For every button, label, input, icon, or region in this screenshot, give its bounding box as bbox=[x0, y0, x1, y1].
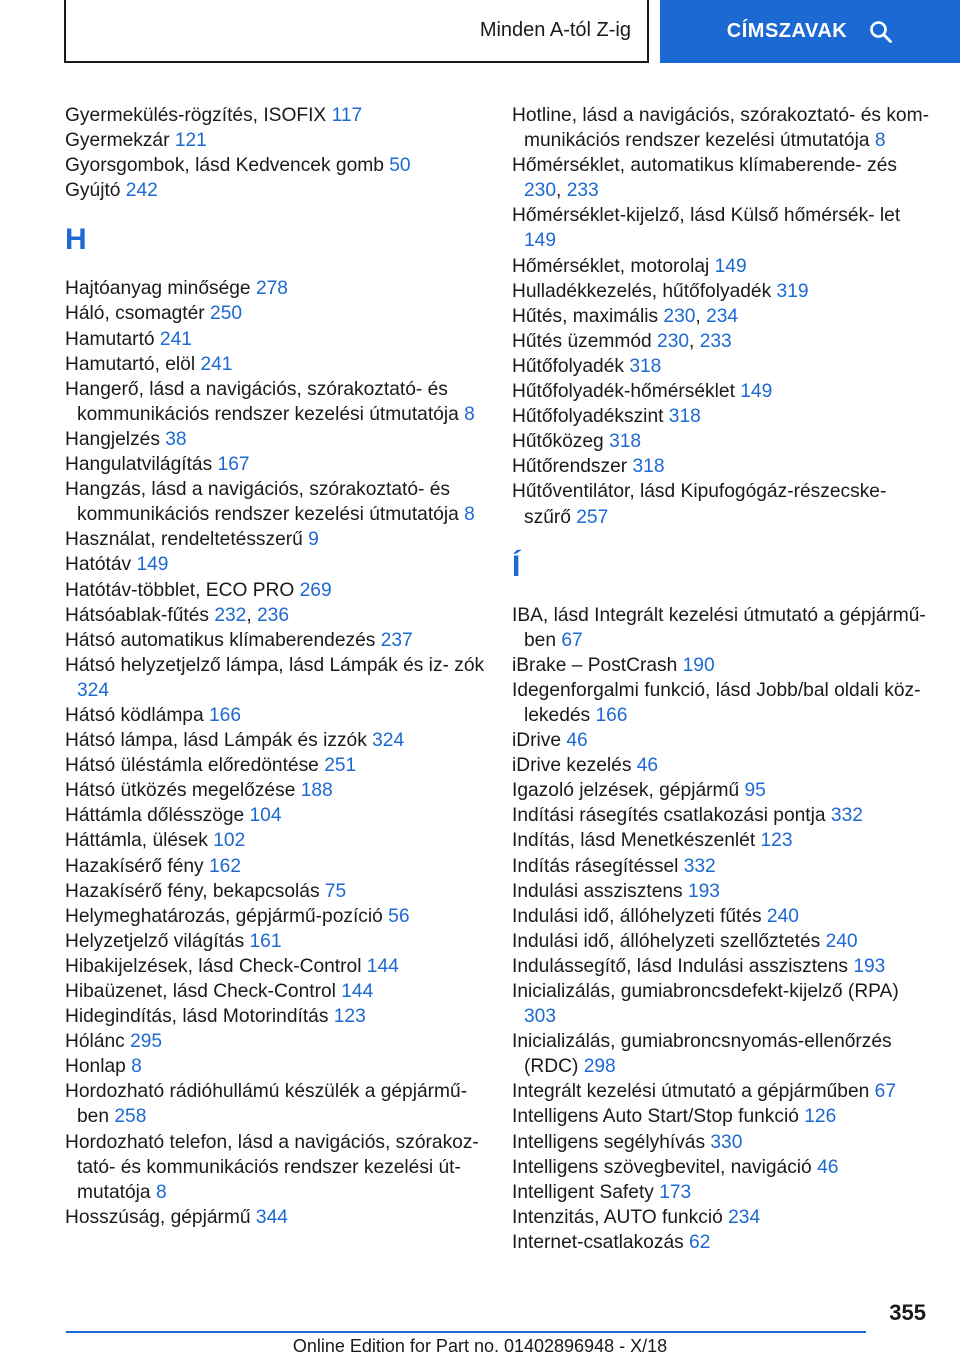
index-entry bbox=[65, 1054, 485, 1079]
index-entry bbox=[65, 1029, 485, 1054]
index-entry bbox=[512, 1155, 932, 1180]
index-entry-term: Indítás, lásd Menetkészenlét bbox=[512, 830, 761, 852]
index-entry-term: Hibakijelzések, lásd Check-Control bbox=[65, 955, 367, 977]
index-entry-term: Helyzetjelző világítás bbox=[65, 930, 250, 952]
page-reference-link[interactable]: 56 bbox=[388, 905, 410, 927]
index-entry-term: Helymeghatározás, gépjármű-pozíció bbox=[65, 905, 389, 927]
index-entry-term: Indulási idő, állóhelyzeti fűtés bbox=[512, 905, 767, 927]
index-entry bbox=[65, 1205, 485, 1230]
section-title: Minden A-tól Z-ig bbox=[479, 19, 631, 41]
page-reference-link[interactable]: 230 bbox=[524, 180, 557, 202]
index-entry-term: Hűtés üzemmód bbox=[512, 330, 658, 352]
index-entry bbox=[65, 803, 485, 828]
index-entry bbox=[512, 954, 932, 979]
index-entry-term: Hőmérséklet, motorolaj bbox=[512, 255, 715, 277]
index-entry-term: Hátsó üléstámla előredöntése bbox=[65, 755, 325, 777]
page-reference-link[interactable]: 269 bbox=[299, 579, 332, 601]
page-reference-link[interactable]: 62 bbox=[689, 1231, 711, 1253]
index-entry-term: Indulási asszisztens bbox=[512, 880, 688, 902]
index-entry-term: Hatótáv bbox=[65, 554, 137, 576]
page-reference-link[interactable]: 162 bbox=[208, 855, 241, 877]
page-reference-link[interactable]: 166 bbox=[595, 704, 628, 726]
index-entry-term: Indulási idő, állóhelyzeti szellőztetés bbox=[512, 930, 826, 952]
page-reference-link[interactable]: 8 bbox=[874, 130, 886, 152]
page-reference-link[interactable]: 190 bbox=[682, 654, 715, 676]
page-reference-link[interactable]: 95 bbox=[744, 780, 766, 802]
index-entry bbox=[512, 1180, 932, 1205]
page-reference-link[interactable]: 166 bbox=[208, 704, 241, 726]
index-entry-term: Inicializálás, gumiabroncsnyomás-ellenőrzés (RDC) bbox=[512, 1031, 892, 1078]
index-entry: Hőmérséklet, automatikus klímaberende‐ zés 230, 233 bbox=[512, 155, 897, 202]
index-entry-term: Hűtőventilátor, lásd Kipufogógáz-részecske‐ szűrő bbox=[512, 481, 887, 528]
page-reference-link[interactable]: 149 bbox=[524, 230, 557, 252]
page-reference-link[interactable]: 149 bbox=[136, 554, 169, 576]
index-entry bbox=[65, 352, 485, 377]
index-entry bbox=[512, 1230, 932, 1255]
index-entry-term: Inicializálás, gumiabroncsdefekt-kijelző (RPA) bbox=[512, 981, 899, 1002]
page-reference-link[interactable]: 188 bbox=[300, 780, 333, 802]
index-entry-term: Hűtőfolyadék-hőmérséklet bbox=[512, 381, 741, 403]
index-entry bbox=[65, 452, 485, 477]
index-entry-term: Hűtés, maximális bbox=[512, 305, 664, 327]
page-reference-link[interactable]: 121 bbox=[174, 130, 207, 152]
index-entry bbox=[65, 103, 485, 128]
index-entry bbox=[512, 1130, 932, 1155]
page-reference-link[interactable]: 240 bbox=[825, 930, 858, 952]
page-reference-link[interactable]: 233 bbox=[699, 330, 732, 352]
index-entry-term: Integrált kezelési útmutató a gépjárműben bbox=[512, 1081, 875, 1103]
page-reference-link[interactable]: 258 bbox=[114, 1106, 147, 1128]
page-reference-link[interactable]: 319 bbox=[776, 280, 809, 302]
index-entry: Hűtés, maximális 230, 234 bbox=[512, 305, 739, 327]
index-entry-term: Hátsó ütközés megelőzése bbox=[65, 780, 301, 802]
index-entry-term: Hátsó helyzetjelző lámpa, lásd Lámpák és iz‐ zók bbox=[65, 654, 485, 676]
keywords-tab[interactable] bbox=[660, 0, 960, 63]
index-entry-term: Háló, csomagtér bbox=[65, 303, 211, 325]
index-entry-term: Hamutartó, elöl bbox=[65, 353, 201, 375]
index-entry-term: Intelligens szövegbevitel, navigáció bbox=[512, 1156, 818, 1178]
index-entry-term: Háttámla, ülések bbox=[65, 830, 214, 852]
index-entry bbox=[512, 979, 932, 1029]
index-entry bbox=[512, 929, 932, 954]
index-entry bbox=[65, 828, 485, 853]
page-reference-link[interactable]: 240 bbox=[766, 905, 799, 927]
page-reference-link[interactable]: 102 bbox=[213, 830, 246, 852]
index-entry bbox=[65, 979, 485, 1004]
index-entry-term: Hotline, lásd a navigációs, szórakoztató- és kom‐ munikációs rendszer kezelési útmutatója bbox=[512, 105, 929, 152]
page-reference-link[interactable]: 144 bbox=[366, 955, 399, 977]
page-reference-link[interactable]: 318 bbox=[629, 355, 662, 377]
index-entry bbox=[65, 904, 485, 929]
page-reference-link[interactable]: 234 bbox=[706, 305, 739, 327]
index-entry-term: Indítási rásegítés csatlakozási pontja bbox=[512, 805, 831, 827]
index-entry bbox=[512, 828, 932, 853]
page-reference-link[interactable]: 241 bbox=[159, 328, 192, 350]
index-entry bbox=[512, 479, 932, 529]
index-entry bbox=[512, 1079, 932, 1104]
page-reference-link[interactable]: 332 bbox=[683, 855, 716, 877]
page-reference-link[interactable]: 344 bbox=[255, 1206, 288, 1228]
index-entry bbox=[512, 354, 932, 379]
search-icon bbox=[869, 20, 893, 44]
index-entry bbox=[512, 653, 932, 678]
index-entry bbox=[65, 954, 485, 979]
index-entry-term: Indítás rásegítéssel bbox=[512, 855, 684, 877]
index-entry-term: iDrive bbox=[512, 730, 567, 752]
page-reference-link[interactable]: 332 bbox=[830, 805, 863, 827]
page-reference-link[interactable]: 232 bbox=[214, 604, 247, 626]
index-entry-term: Honlap bbox=[65, 1056, 132, 1078]
index-entry bbox=[65, 128, 485, 153]
index-entry bbox=[65, 879, 485, 904]
index-entry bbox=[512, 254, 932, 279]
index-entry-term: Hordozható rádióhullámú készülék a gépjármű‐ ben bbox=[65, 1081, 468, 1128]
page-reference-link[interactable]: 330 bbox=[710, 1131, 743, 1153]
index-entry bbox=[512, 429, 932, 454]
index-entry-term: Igazoló jelzések, gépjármű bbox=[512, 780, 745, 802]
page-reference-link[interactable]: 230 bbox=[657, 330, 690, 352]
section-tab[interactable] bbox=[64, 0, 649, 63]
page-reference-link[interactable]: 173 bbox=[659, 1181, 692, 1203]
page-reference-link[interactable]: 46 bbox=[817, 1156, 839, 1178]
index-entry bbox=[65, 327, 485, 352]
index-entry-term: Hordozható telefon, lásd a navigációs, szórakoz‐ tató- és kommunikációs rendszer kezelési út‐ mutatója bbox=[65, 1131, 479, 1203]
index-entry bbox=[512, 753, 932, 778]
index-entry-term: Használat, rendeltetésszerű bbox=[65, 529, 309, 551]
index-entry-term: Hűtőfolyadékszint bbox=[512, 406, 669, 428]
index-entry: Hátsóablak-fűtés 232, 236 bbox=[65, 604, 290, 626]
page-reference-link[interactable]: 251 bbox=[324, 755, 357, 777]
footer-edition: Online Edition for Part no. 01402896948 - X/18 bbox=[292, 1336, 668, 1356]
index-entry-term: Hajtóanyag minősége bbox=[65, 278, 256, 300]
page-reference-link[interactable]: 295 bbox=[130, 1031, 163, 1053]
page-reference-link[interactable]: 149 bbox=[740, 381, 773, 403]
page-reference-link[interactable]: 278 bbox=[255, 278, 288, 300]
page-reference-link[interactable]: 46 bbox=[566, 730, 588, 752]
index-entry-term: Hátsó lámpa, lásd Lámpák és izzók bbox=[65, 730, 373, 752]
index-entry-term: Hangzás, lásd a navigációs, szórakoztató- és kommunikációs rendszer kezelési útmutatója bbox=[65, 479, 465, 526]
index-entry bbox=[65, 1130, 485, 1205]
index-entry-term: Hátsó ködlámpa bbox=[65, 704, 209, 726]
page-reference-link[interactable]: 318 bbox=[609, 431, 642, 453]
index-entry bbox=[65, 653, 485, 703]
page-reference-link[interactable]: 8 bbox=[155, 1181, 167, 1203]
page-reference-link[interactable]: 104 bbox=[249, 805, 282, 827]
index-entry-term: Háttámla dőlésszöge bbox=[65, 805, 250, 827]
index-column-left bbox=[65, 103, 485, 1230]
index-entry bbox=[65, 178, 485, 203]
index-entry bbox=[512, 854, 932, 879]
index-entry-term: Internet-csatlakozás bbox=[512, 1231, 690, 1253]
page-reference-link[interactable]: 193 bbox=[687, 880, 720, 902]
page-reference-link[interactable]: 236 bbox=[257, 604, 290, 626]
index-entry bbox=[512, 803, 932, 828]
index-entry bbox=[512, 404, 932, 429]
index-entry bbox=[512, 279, 932, 304]
page-reference-link[interactable]: 237 bbox=[380, 629, 413, 651]
page-reference-link[interactable]: 257 bbox=[576, 506, 609, 528]
index-entry-term: Hátsó automatikus klímaberendezés bbox=[65, 629, 381, 651]
index-entry-term: Gyermekzár bbox=[65, 130, 175, 152]
index-entry bbox=[65, 854, 485, 879]
index-entry-term: Hidegindítás, lásd Motorindítás bbox=[65, 1006, 334, 1028]
page-reference-link[interactable]: 117 bbox=[331, 105, 363, 126]
page-reference-link[interactable]: 46 bbox=[636, 755, 659, 777]
index-entry-term: Hamutartó bbox=[65, 328, 160, 350]
index-entry-term: Intenzitás, AUTO funkció bbox=[512, 1206, 729, 1228]
index-entry-term: Hólánc bbox=[65, 1031, 131, 1053]
index-entry-term: iBrake – PostCrash bbox=[512, 654, 683, 676]
index-entry-term: Hulladékkezelés, hűtőfolyadék bbox=[512, 280, 777, 302]
page-reference-link[interactable]: 303 bbox=[524, 1006, 557, 1028]
index-entry bbox=[65, 552, 485, 577]
index-entry-term: Hőmérséklet-kijelző, lásd Külső hőmérsék‐ let bbox=[512, 205, 901, 227]
index-entry-term: Idegenforgalmi funkció, lásd Jobb/bal oldali köz‐ lekedés bbox=[512, 679, 921, 726]
page-reference-link[interactable]: 193 bbox=[853, 955, 886, 977]
index-entry: Hűtés üzemmód 230, 233 bbox=[512, 330, 732, 352]
page-reference-link[interactable]: 241 bbox=[200, 353, 233, 375]
index-entry bbox=[65, 703, 485, 728]
index-entry bbox=[512, 879, 932, 904]
index-entry-term: IBA, lásd Integrált kezelési útmutató a gépjármű‐ ben bbox=[512, 604, 926, 651]
index-entry-term: Intelligent Safety bbox=[512, 1181, 660, 1203]
index-entry bbox=[512, 678, 932, 728]
index-entry-term: Hazakísérő fény, bekapcsolás bbox=[65, 880, 325, 902]
page-reference-link[interactable]: 8 bbox=[464, 504, 475, 526]
index-column-right bbox=[512, 103, 932, 1255]
index-entry-term: Hűtőrendszer bbox=[512, 456, 633, 478]
index-entry bbox=[512, 379, 932, 404]
index-entry-term: Gyorsgombok, lásd Kedvencek gomb bbox=[65, 155, 390, 177]
page-reference-link[interactable]: 298 bbox=[583, 1056, 616, 1078]
page-number: 355 bbox=[889, 1300, 926, 1325]
page-reference-link[interactable]: 318 bbox=[632, 456, 665, 478]
index-entry-term: Hangulatvilágítás bbox=[65, 454, 218, 476]
index-entry bbox=[512, 1029, 932, 1079]
page-reference-link[interactable]: 242 bbox=[125, 180, 158, 202]
index-entry bbox=[65, 301, 485, 326]
footer-divider bbox=[66, 1331, 866, 1333]
index-entry-term: Hatótáv-többlet, ECO PRO bbox=[65, 579, 300, 601]
page-reference-link[interactable]: 167 bbox=[217, 454, 250, 476]
page-reference-link[interactable]: 149 bbox=[714, 255, 747, 277]
page-reference-link[interactable]: 123 bbox=[333, 1006, 366, 1028]
page-reference-link[interactable]: 8 bbox=[131, 1056, 142, 1078]
index-entry-term: Gyújtó bbox=[65, 180, 126, 202]
index-entry-term: Hangjelzés bbox=[65, 428, 166, 450]
index-entry bbox=[512, 1205, 932, 1230]
page-reference-link[interactable]: 234 bbox=[728, 1206, 761, 1228]
index-entry-term: Gyermekülés-rögzítés, ISOFIX bbox=[65, 105, 332, 126]
page-reference-link[interactable]: 233 bbox=[566, 180, 599, 202]
index-entry bbox=[512, 603, 932, 653]
page-reference-link[interactable]: 50 bbox=[389, 155, 411, 177]
index-entry bbox=[65, 578, 485, 603]
index-entry-term: Hátsóablak-fűtés bbox=[65, 604, 215, 626]
index-entry bbox=[512, 778, 932, 803]
index-entry bbox=[512, 1104, 932, 1129]
index-entry-term: Intelligens segélyhívás bbox=[512, 1131, 711, 1153]
index-entry bbox=[65, 753, 485, 778]
page-reference-link[interactable]: 8 bbox=[464, 403, 475, 425]
index-entry bbox=[65, 427, 485, 452]
page-reference-link[interactable]: 324 bbox=[372, 730, 405, 752]
index-entry bbox=[65, 929, 485, 954]
index-entry-term: Hűtőfolyadék bbox=[512, 355, 630, 377]
index-entry bbox=[512, 728, 932, 753]
index-entry-term: Hangerő, lásd a navigációs, szórakoztató- és kommunikációs rendszer kezelési útmutatója bbox=[65, 378, 465, 425]
index-entry bbox=[512, 454, 932, 479]
index-entry bbox=[65, 1004, 485, 1029]
index-entry-term: Indulássegítő, lásd Indulási asszisztens bbox=[512, 955, 854, 977]
page-reference-link[interactable]: 250 bbox=[210, 303, 243, 325]
page-reference-link[interactable]: 230 bbox=[663, 305, 696, 327]
page-reference-link[interactable]: 9 bbox=[308, 529, 319, 551]
page-reference-link[interactable]: 324 bbox=[77, 679, 110, 701]
index-entry-term: Hőmérséklet, automatikus klímaberende‐ zés bbox=[512, 155, 897, 177]
index-entry-term: Hibaüzenet, lásd Check-Control bbox=[65, 981, 342, 1002]
page-reference-link[interactable]: 67 bbox=[874, 1081, 896, 1103]
index-entry bbox=[512, 904, 932, 929]
index-entry bbox=[65, 628, 485, 653]
index-entry bbox=[65, 778, 485, 803]
index-entry bbox=[65, 153, 485, 178]
index-entry bbox=[65, 728, 485, 753]
index-entry bbox=[65, 1079, 485, 1129]
page-reference-link[interactable]: 123 bbox=[760, 830, 793, 852]
index-entry bbox=[512, 103, 932, 153]
page-reference-link[interactable]: 67 bbox=[561, 629, 583, 651]
page-reference-link[interactable]: 318 bbox=[668, 406, 701, 428]
index-entry bbox=[65, 527, 485, 552]
index-entry bbox=[65, 477, 485, 527]
page-reference-link[interactable]: 161 bbox=[249, 930, 282, 952]
index-entry bbox=[65, 276, 485, 301]
page-reference-link[interactable]: 126 bbox=[804, 1106, 837, 1128]
index-entry bbox=[65, 377, 485, 427]
index-letter-heading: Í bbox=[512, 549, 521, 583]
keywords-label: CÍMSZAVAK bbox=[726, 20, 848, 42]
index-entry-term: iDrive kezelés bbox=[512, 755, 637, 777]
page-reference-link[interactable]: 75 bbox=[324, 880, 347, 902]
index-entry-term: Intelligens Auto Start/Stop funkció bbox=[512, 1106, 805, 1128]
index-entry-term: Hűtőközeg bbox=[512, 431, 610, 453]
index-letter-heading: H bbox=[65, 223, 87, 257]
page-reference-link[interactable]: 38 bbox=[165, 428, 187, 450]
index-entry-term: Hosszúság, gépjármű bbox=[65, 1206, 256, 1228]
page-reference-link[interactable]: 144 bbox=[341, 981, 374, 1002]
index-entry-term: Hazakísérő fény bbox=[65, 855, 209, 877]
index-entry bbox=[512, 203, 932, 253]
